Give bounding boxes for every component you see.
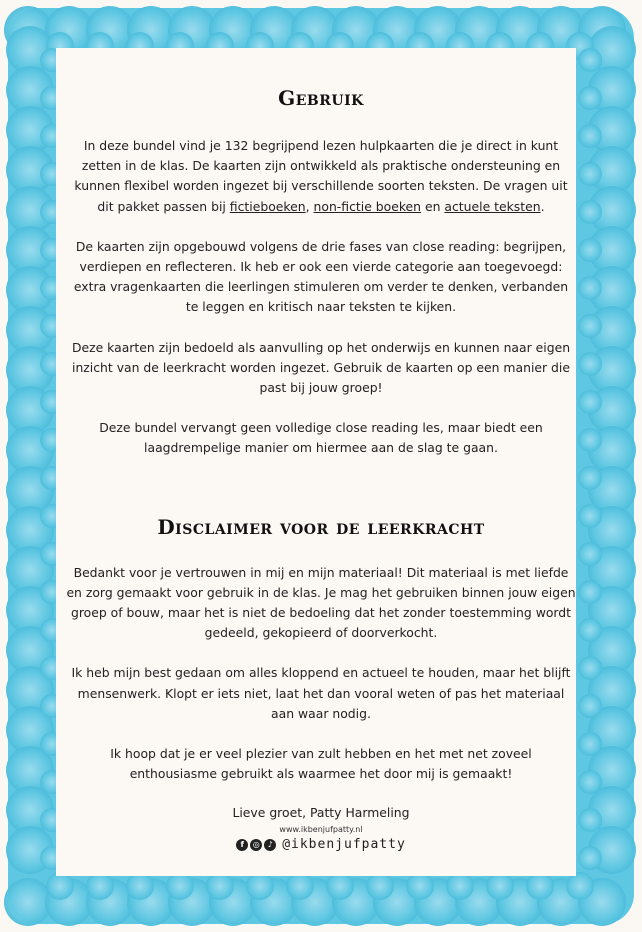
signature: Lieve groet, Patty Harmeling [232, 805, 410, 821]
frame-scallop-inner [86, 872, 114, 900]
frame-scallop-inner [578, 466, 602, 490]
gebruik-paragraph-1 [66, 136, 576, 217]
frame-scallop-inner [566, 872, 594, 900]
frame-scallop-inner [46, 872, 74, 900]
frame-scallop-inner [246, 872, 274, 900]
separator: , [305, 198, 314, 214]
separator: en [421, 198, 445, 214]
frame-scallop-inner [206, 872, 234, 900]
frame-scallop-inner [578, 86, 602, 110]
frame-scallop-inner [578, 732, 602, 756]
frame-scallop-inner [578, 48, 602, 72]
frame-scallop-inner [578, 770, 602, 794]
gebruik-paragraph-3: Deze kaarten zijn bedoeld als aanvulling op het onderwijs en kunnen naar eigen inzicht van de leerkracht worden ingezet. Gebruik de kaarten op een manier die past bij jouw groep! [71, 339, 571, 396]
frame-scallop-inner [578, 694, 602, 718]
gebruik-p1-text: In deze bundel vind je 132 begrijpend lezen hulpkaarten die je direct in kunt zetten in de klas. De kaarten zijn ontwikkeld als praktische ondersteuning en kunnen flexibel worden ingezet bij verschillende soorten teksten. De vragen uit dit pakket passen bij [74, 138, 568, 214]
frame-scallop-inner [578, 428, 602, 452]
frame-scallop-inner [578, 124, 602, 148]
disclaimer-title: Disclaimer voor de leerkracht [157, 514, 485, 539]
frame-scallop-inner [486, 872, 514, 900]
social-handle[interactable]: @ikbenjufpatty [282, 837, 406, 853]
frame-scallop-inner [578, 162, 602, 186]
frame-scallop-inner [578, 276, 602, 300]
frame-scallop-inner [578, 390, 602, 414]
website-url[interactable]: www.ikbenjufpatty.nl [279, 825, 363, 835]
frame-scallop-inner [126, 872, 154, 900]
period: . [540, 198, 545, 214]
link-non-fictie-boeken[interactable]: non-fictie boeken [313, 198, 422, 214]
link-actuele-teksten[interactable]: actuele teksten [444, 198, 541, 214]
frame-scallop-inner [166, 872, 194, 900]
frame-scallop-inner [406, 872, 434, 900]
tiktok-icon[interactable]: ♪ [264, 839, 276, 851]
social-row [66, 837, 576, 852]
frame-scallop-inner [526, 872, 554, 900]
frame-scallop-inner [578, 808, 602, 832]
gebruik-paragraph-2: De kaarten zijn opgebouwd volgens de drie fases van close reading: begrijpen, verdiepen en reflecteren. Ik heb er ook een vierde categorie aan toegevoegd: extra vragenkaarten die leerlingen stimuleren om verder te denken, verbanden te leggen en kritisch naar teksten te kijken. [73, 238, 569, 315]
gebruik-paragraph-4: Deze bundel vervangt geen volledige close reading les, maar biedt een laagdrempelige manier om hiermee aan de slag te gaan. [99, 420, 543, 456]
instagram-icon[interactable]: ◎ [250, 839, 262, 851]
frame-scallop-inner [578, 200, 602, 224]
frame-scallop-inner [578, 656, 602, 680]
frame-scallop-inner [578, 352, 602, 376]
link-fictieboeken[interactable]: fictieboeken [229, 198, 306, 214]
frame-scallop-inner [366, 872, 394, 900]
gebruik-title: Gebruik [278, 86, 364, 110]
frame-scallop [4, 878, 52, 926]
frame-scallop-inner [578, 314, 602, 338]
frame-scallop-inner [578, 542, 602, 566]
disclaimer-paragraph-3: Ik hoop dat je er veel plezier van zult hebben en het met net zoveel enthousiasme gebruikt als waarmee het door mij is gemaakt! [110, 746, 532, 782]
frame-scallop-inner [578, 846, 602, 870]
disclaimer-paragraph-1: Bedankt voor je vertrouwen in mij en mijn materiaal! Dit materiaal is met liefde en zorg gemaakt voor gebruik in de klas. Je mag het gebruiken binnen jouw eigen groep of bouw, maar het is niet de bedoeling dat het zonder toestemming wordt gedeeld, gekopieerd of doorverkocht. [66, 564, 576, 641]
frame-scallop-inner [446, 872, 474, 900]
frame-scallop-inner [578, 504, 602, 528]
frame-scallop-inner [578, 618, 602, 642]
frame-scallop-inner [578, 580, 602, 604]
facebook-icon[interactable]: f [236, 839, 248, 851]
frame-scallop-inner [578, 238, 602, 262]
frame-scallop-inner [326, 872, 354, 900]
content [66, 86, 576, 852]
frame-scallop-inner [286, 872, 314, 900]
disclaimer-paragraph-2: Ik heb mijn best gedaan om alles kloppend en actueel te houden, maar het blijft mensenwerk. Klopt er iets niet, laat het dan vooral weten of pas het materiaal aan waar nodig. [71, 665, 571, 721]
